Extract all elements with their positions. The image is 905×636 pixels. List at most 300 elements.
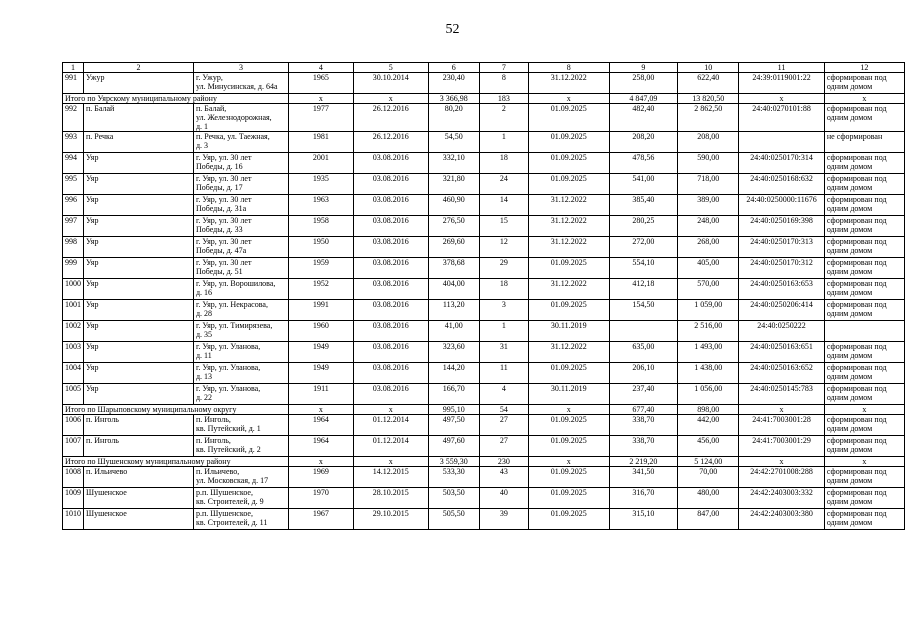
recognition-date-cell: 01.12.2014 [353, 436, 428, 457]
address-cell: г. Уяр, ул. 30 лет Победы, д. 51 [193, 258, 288, 279]
deadline-cell: 01.09.2025 [528, 258, 609, 279]
table-row [63, 467, 905, 488]
recognition-date-cell: 26.12.2016 [353, 104, 428, 132]
land-status-cell: сформирован под одним домом [824, 467, 904, 488]
row-number-cell: 991 [63, 73, 84, 94]
demolish-area-cell: 206,10 [609, 363, 678, 384]
address-cell: г. Уяр, ул. 30 лет Победы, д. 16 [193, 153, 288, 174]
relocate-area-cell: 389,00 [678, 195, 739, 216]
residents-cell: 4 [479, 384, 528, 405]
cadastral-number-cell: 24:40:0250206:414 [739, 300, 825, 321]
year-cell: 2001 [289, 153, 354, 174]
year-cell: 1967 [289, 509, 354, 530]
cadastral-number-cell: x [739, 457, 825, 467]
residents-cell: 27 [479, 436, 528, 457]
table-row [63, 436, 905, 457]
year-cell: 1959 [289, 258, 354, 279]
row-number-cell: 1000 [63, 279, 84, 300]
area-cell: 497,60 [428, 436, 479, 457]
locality-cell: Уяр [84, 279, 194, 300]
cadastral-number-cell: 24:42:2403003:332 [739, 488, 825, 509]
area-cell: 503,50 [428, 488, 479, 509]
recognition-date-cell: 03.08.2016 [353, 258, 428, 279]
locality-cell: Шушенское [84, 488, 194, 509]
deadline-cell: 30.11.2019 [528, 321, 609, 342]
deadline-cell: 01.09.2025 [528, 467, 609, 488]
column-number-cell: 2 [84, 63, 194, 73]
land-status-cell: сформирован под одним домом [824, 415, 904, 436]
demolish-area-cell: 482,40 [609, 104, 678, 132]
recognition-date-cell: x [353, 94, 428, 104]
table-row [63, 216, 905, 237]
land-status-cell: сформирован под одним домом [824, 104, 904, 132]
relocate-area-cell: 268,00 [678, 237, 739, 258]
deadline-cell: 31.12.2022 [528, 279, 609, 300]
year-cell: 1963 [289, 195, 354, 216]
address-cell: г. Уяр, ул. 30 лет Победы, д. 33 [193, 216, 288, 237]
cadastral-number-cell: 24:40:0250168:632 [739, 174, 825, 195]
cadastral-number-cell: 24:42:2701008:288 [739, 467, 825, 488]
table-row [63, 132, 905, 153]
address-cell: р.п. Шушенское, кв. Строителей, д. 9 [193, 488, 288, 509]
recognition-date-cell: 03.08.2016 [353, 237, 428, 258]
relocate-area-cell: 570,00 [678, 279, 739, 300]
residents-cell: 40 [479, 488, 528, 509]
demolish-area-cell: 541,00 [609, 174, 678, 195]
land-status-cell: сформирован под одним домом [824, 258, 904, 279]
column-number-cell: 11 [739, 63, 825, 73]
cadastral-number-cell: 24:40:0250163:651 [739, 342, 825, 363]
year-cell: 1965 [289, 73, 354, 94]
area-cell: 54,50 [428, 132, 479, 153]
cadastral-number-cell: 24:40:0250169:398 [739, 216, 825, 237]
recognition-date-cell: 03.08.2016 [353, 342, 428, 363]
address-cell: г. Уяр, ул. Тимирязева, д. 35 [193, 321, 288, 342]
recognition-date-cell: 03.08.2016 [353, 216, 428, 237]
recognition-date-cell: x [353, 405, 428, 415]
area-cell: 269,60 [428, 237, 479, 258]
year-cell: x [289, 94, 354, 104]
year-cell: 1952 [289, 279, 354, 300]
relocate-area-cell: 2 516,00 [678, 321, 739, 342]
area-cell: 113,20 [428, 300, 479, 321]
locality-cell: Уяр [84, 195, 194, 216]
demolish-area-cell: 280,25 [609, 216, 678, 237]
land-status-cell: сформирован под одним домом [824, 488, 904, 509]
residents-cell: 31 [479, 342, 528, 363]
subtotal-label-cell: Итого по Шушенскому муниципальному району [63, 457, 289, 467]
relocate-area-cell: 13 820,50 [678, 94, 739, 104]
locality-cell: Уяр [84, 174, 194, 195]
relocate-area-cell: 1 056,00 [678, 384, 739, 405]
land-status-cell: сформирован под одним домом [824, 342, 904, 363]
table-row [63, 153, 905, 174]
subtotal-row [63, 405, 905, 415]
recognition-date-cell: 03.08.2016 [353, 384, 428, 405]
land-status-cell: сформирован под одним домом [824, 384, 904, 405]
area-cell: 378,68 [428, 258, 479, 279]
row-number-cell: 992 [63, 104, 84, 132]
demolish-area-cell: 2 219,20 [609, 457, 678, 467]
deadline-cell: 31.12.2022 [528, 216, 609, 237]
table-row [63, 258, 905, 279]
page-number: 52 [445, 22, 460, 37]
land-status-cell: сформирован под одним домом [824, 153, 904, 174]
table-row [63, 488, 905, 509]
deadline-cell: 01.09.2025 [528, 132, 609, 153]
demolish-area-cell: 412,18 [609, 279, 678, 300]
row-number-cell: 998 [63, 237, 84, 258]
locality-cell: Уяр [84, 216, 194, 237]
land-status-cell: x [824, 94, 904, 104]
residents-cell: 8 [479, 73, 528, 94]
deadline-cell: 01.09.2025 [528, 153, 609, 174]
demolish-area-cell: 338,70 [609, 415, 678, 436]
cadastral-number-cell: 24:40:0250145:783 [739, 384, 825, 405]
land-status-cell: сформирован под одним домом [824, 279, 904, 300]
recognition-date-cell: 03.08.2016 [353, 279, 428, 300]
table-row [63, 73, 905, 94]
locality-cell: Ужур [84, 73, 194, 94]
row-number-cell: 1008 [63, 467, 84, 488]
residents-cell: 18 [479, 279, 528, 300]
relocate-area-cell: 5 124,00 [678, 457, 739, 467]
row-number-cell: 1002 [63, 321, 84, 342]
deadline-cell: 31.12.2022 [528, 195, 609, 216]
column-number-cell: 10 [678, 63, 739, 73]
residents-cell: 24 [479, 174, 528, 195]
address-cell: р.п. Шушенское, кв. Строителей, д. 11 [193, 509, 288, 530]
subtotal-row [63, 94, 905, 104]
land-status-cell: сформирован под одним домом [824, 363, 904, 384]
row-number-cell: 1003 [63, 342, 84, 363]
land-status-cell: сформирован под одним домом [824, 436, 904, 457]
table-row [63, 237, 905, 258]
locality-cell: п. Речка [84, 132, 194, 153]
relocate-area-cell: 70,00 [678, 467, 739, 488]
table-row [63, 174, 905, 195]
recognition-date-cell: 03.08.2016 [353, 363, 428, 384]
demolish-area-cell: 4 847,09 [609, 94, 678, 104]
land-status-cell: сформирован под одним домом [824, 216, 904, 237]
subtotal-label-cell: Итого по Шарыповскому муниципальному округу [63, 405, 289, 415]
address-cell: п. Речка, ул. Таежная, д. 3 [193, 132, 288, 153]
recognition-date-cell: 14.12.2015 [353, 467, 428, 488]
year-cell: 1970 [289, 488, 354, 509]
area-cell: 404,00 [428, 279, 479, 300]
table-row [63, 363, 905, 384]
column-number-cell: 7 [479, 63, 528, 73]
column-number-cell: 4 [289, 63, 354, 73]
column-number-cell: 3 [193, 63, 288, 73]
area-cell: 321,80 [428, 174, 479, 195]
residents-cell: 2 [479, 104, 528, 132]
cadastral-number-cell: x [739, 94, 825, 104]
table-row [63, 415, 905, 436]
address-cell: г. Уяр, ул. Ворошилова, д. 16 [193, 279, 288, 300]
residents-cell: 14 [479, 195, 528, 216]
table-body [63, 63, 905, 530]
relocate-area-cell: 248,00 [678, 216, 739, 237]
cadastral-number-cell: 24:39:0119001:22 [739, 73, 825, 94]
address-cell: п. Ильичево, ул. Московская, д. 17 [193, 467, 288, 488]
area-cell: 144,20 [428, 363, 479, 384]
year-cell: 1991 [289, 300, 354, 321]
locality-cell: Уяр [84, 258, 194, 279]
residents-cell: 29 [479, 258, 528, 279]
cadastral-number-cell: 24:40:0270101:88 [739, 104, 825, 132]
demolish-area-cell: 154,50 [609, 300, 678, 321]
row-number-cell: 994 [63, 153, 84, 174]
address-cell: г. Уяр, ул. 30 лет Победы, д. 31а [193, 195, 288, 216]
relocate-area-cell: 898,00 [678, 405, 739, 415]
recognition-date-cell: 26.12.2016 [353, 132, 428, 153]
recognition-date-cell: 28.10.2015 [353, 488, 428, 509]
land-status-cell: сформирован под одним домом [824, 509, 904, 530]
area-cell: 166,70 [428, 384, 479, 405]
recognition-date-cell: 01.12.2014 [353, 415, 428, 436]
address-cell: п. Инголь, кв. Путейский, д. 2 [193, 436, 288, 457]
area-cell: 460,90 [428, 195, 479, 216]
locality-cell: Уяр [84, 363, 194, 384]
housing-table [62, 62, 905, 530]
year-cell: 1977 [289, 104, 354, 132]
residents-cell: 27 [479, 415, 528, 436]
table-row [63, 104, 905, 132]
area-cell: 323,60 [428, 342, 479, 363]
locality-cell: Уяр [84, 321, 194, 342]
year-cell: 1958 [289, 216, 354, 237]
recognition-date-cell: 29.10.2015 [353, 509, 428, 530]
table-row [63, 342, 905, 363]
demolish-area-cell: 237,40 [609, 384, 678, 405]
demolish-area-cell: 385,40 [609, 195, 678, 216]
year-cell: x [289, 405, 354, 415]
residents-cell: 43 [479, 467, 528, 488]
relocate-area-cell: 1 059,00 [678, 300, 739, 321]
land-status-cell: x [824, 457, 904, 467]
year-cell: 1949 [289, 342, 354, 363]
locality-cell: Уяр [84, 237, 194, 258]
demolish-area-cell: 635,00 [609, 342, 678, 363]
year-cell: 1935 [289, 174, 354, 195]
row-number-cell: 996 [63, 195, 84, 216]
relocate-area-cell: 622,40 [678, 73, 739, 94]
row-number-cell: 1007 [63, 436, 84, 457]
column-number-cell: 8 [528, 63, 609, 73]
relocate-area-cell: 442,00 [678, 415, 739, 436]
land-status-cell: x [824, 405, 904, 415]
land-status-cell: сформирован под одним домом [824, 73, 904, 94]
demolish-area-cell [609, 321, 678, 342]
demolish-area-cell: 341,50 [609, 467, 678, 488]
area-cell: 995,10 [428, 405, 479, 415]
table-row [63, 384, 905, 405]
residents-cell: 12 [479, 237, 528, 258]
area-cell: 3 559,30 [428, 457, 479, 467]
column-number-cell: 6 [428, 63, 479, 73]
recognition-date-cell: 03.08.2016 [353, 321, 428, 342]
locality-cell: п. Балай [84, 104, 194, 132]
recognition-date-cell: 03.08.2016 [353, 195, 428, 216]
deadline-cell: 01.09.2025 [528, 488, 609, 509]
demolish-area-cell: 478,56 [609, 153, 678, 174]
residents-cell: 3 [479, 300, 528, 321]
row-number-cell: 1006 [63, 415, 84, 436]
demolish-area-cell: 554,10 [609, 258, 678, 279]
column-number-cell: 12 [824, 63, 904, 73]
cadastral-number-cell: x [739, 405, 825, 415]
cadastral-number-cell: 24:40:0250163:652 [739, 363, 825, 384]
locality-cell: п. Инголь [84, 415, 194, 436]
cadastral-number-cell: 24:40:0250000:11676 [739, 195, 825, 216]
column-number-cell: 9 [609, 63, 678, 73]
year-cell: 1964 [289, 436, 354, 457]
cadastral-number-cell: 24:41:7003001:28 [739, 415, 825, 436]
residents-cell: 183 [479, 94, 528, 104]
row-number-cell: 1001 [63, 300, 84, 321]
deadline-cell: 01.09.2025 [528, 104, 609, 132]
subtotal-row [63, 457, 905, 467]
row-number-cell: 1005 [63, 384, 84, 405]
cadastral-number-cell [739, 132, 825, 153]
relocate-area-cell: 718,00 [678, 174, 739, 195]
address-cell: г. Уяр, ул. Уланова, д. 11 [193, 342, 288, 363]
deadline-cell: x [528, 94, 609, 104]
address-cell: п. Инголь, кв. Путейский, д. 1 [193, 415, 288, 436]
table-row [63, 321, 905, 342]
relocate-area-cell: 1 493,00 [678, 342, 739, 363]
deadline-cell: x [528, 405, 609, 415]
demolish-area-cell: 208,20 [609, 132, 678, 153]
demolish-area-cell: 272,00 [609, 237, 678, 258]
recognition-date-cell: 03.08.2016 [353, 300, 428, 321]
relocate-area-cell: 208,00 [678, 132, 739, 153]
land-status-cell: сформирован под одним домом [824, 300, 904, 321]
demolish-area-cell: 315,10 [609, 509, 678, 530]
deadline-cell: 31.12.2022 [528, 73, 609, 94]
table-row [63, 509, 905, 530]
residents-cell: 15 [479, 216, 528, 237]
deadline-cell: x [528, 457, 609, 467]
deadline-cell: 01.09.2025 [528, 415, 609, 436]
area-cell: 3 366,98 [428, 94, 479, 104]
residents-cell: 39 [479, 509, 528, 530]
relocate-area-cell: 405,00 [678, 258, 739, 279]
relocate-area-cell: 847,00 [678, 509, 739, 530]
year-cell: 1964 [289, 415, 354, 436]
year-cell: x [289, 457, 354, 467]
residents-cell: 11 [479, 363, 528, 384]
relocate-area-cell: 590,00 [678, 153, 739, 174]
relocate-area-cell: 1 438,00 [678, 363, 739, 384]
address-cell: г. Уяр, ул. 30 лет Победы, д. 47а [193, 237, 288, 258]
table-row [63, 279, 905, 300]
address-cell: п. Балай, ул. Железнодорожная, д. 1 [193, 104, 288, 132]
recognition-date-cell: 03.08.2016 [353, 153, 428, 174]
land-status-cell [824, 321, 904, 342]
row-number-cell: 1004 [63, 363, 84, 384]
locality-cell: Уяр [84, 342, 194, 363]
deadline-cell: 31.12.2022 [528, 342, 609, 363]
row-number-cell: 995 [63, 174, 84, 195]
land-status-cell: сформирован под одним домом [824, 195, 904, 216]
recognition-date-cell: 30.10.2014 [353, 73, 428, 94]
year-cell: 1950 [289, 237, 354, 258]
cadastral-number-cell: 24:40:0250222 [739, 321, 825, 342]
row-number-cell: 1010 [63, 509, 84, 530]
deadline-cell: 30.11.2019 [528, 384, 609, 405]
year-cell: 1981 [289, 132, 354, 153]
locality-cell: Шушенское [84, 509, 194, 530]
cadastral-number-cell: 24:40:0250170:314 [739, 153, 825, 174]
demolish-area-cell: 316,70 [609, 488, 678, 509]
year-cell: 1949 [289, 363, 354, 384]
column-number-cell: 1 [63, 63, 84, 73]
area-cell: 276,50 [428, 216, 479, 237]
row-number-cell: 1009 [63, 488, 84, 509]
recognition-date-cell: 03.08.2016 [353, 174, 428, 195]
cadastral-number-cell: 24:40:0250163:653 [739, 279, 825, 300]
land-status-cell: сформирован под одним домом [824, 174, 904, 195]
relocate-area-cell: 456,00 [678, 436, 739, 457]
address-cell: г. Ужур, ул. Минусинская, д. 64а [193, 73, 288, 94]
locality-cell: Уяр [84, 153, 194, 174]
address-cell: г. Уяр, ул. Уланова, д. 13 [193, 363, 288, 384]
cadastral-number-cell: 24:41:7003001:29 [739, 436, 825, 457]
address-cell: г. Уяр, ул. Некрасова, д. 28 [193, 300, 288, 321]
area-cell: 80,20 [428, 104, 479, 132]
column-number-cell: 5 [353, 63, 428, 73]
residents-cell: 18 [479, 153, 528, 174]
deadline-cell: 01.09.2025 [528, 174, 609, 195]
land-status-cell: не сформирован [824, 132, 904, 153]
recognition-date-cell: x [353, 457, 428, 467]
residents-cell: 1 [479, 132, 528, 153]
deadline-cell: 01.09.2025 [528, 509, 609, 530]
deadline-cell: 31.12.2022 [528, 237, 609, 258]
subtotal-label-cell: Итого по Уярскому муниципальному району [63, 94, 289, 104]
demolish-area-cell: 338,70 [609, 436, 678, 457]
table-row [63, 300, 905, 321]
table-row [63, 195, 905, 216]
year-cell: 1960 [289, 321, 354, 342]
address-cell: г. Уяр, ул. 30 лет Победы, д. 17 [193, 174, 288, 195]
row-number-cell: 997 [63, 216, 84, 237]
area-cell: 41,00 [428, 321, 479, 342]
locality-cell: п. Ильичево [84, 467, 194, 488]
area-cell: 497,50 [428, 415, 479, 436]
area-cell: 533,30 [428, 467, 479, 488]
residents-cell: 54 [479, 405, 528, 415]
cadastral-number-cell: 24:40:0250170:313 [739, 237, 825, 258]
column-number-row [63, 63, 905, 73]
land-status-cell: сформирован под одним домом [824, 237, 904, 258]
row-number-cell: 993 [63, 132, 84, 153]
demolish-area-cell: 677,40 [609, 405, 678, 415]
year-cell: 1911 [289, 384, 354, 405]
row-number-cell: 999 [63, 258, 84, 279]
deadline-cell: 01.09.2025 [528, 436, 609, 457]
locality-cell: Уяр [84, 300, 194, 321]
deadline-cell: 01.09.2025 [528, 363, 609, 384]
deadline-cell: 01.09.2025 [528, 300, 609, 321]
cadastral-number-cell: 24:42:2403003:380 [739, 509, 825, 530]
area-cell: 505,50 [428, 509, 479, 530]
area-cell: 230,40 [428, 73, 479, 94]
locality-cell: п. Инголь [84, 436, 194, 457]
residents-cell: 230 [479, 457, 528, 467]
